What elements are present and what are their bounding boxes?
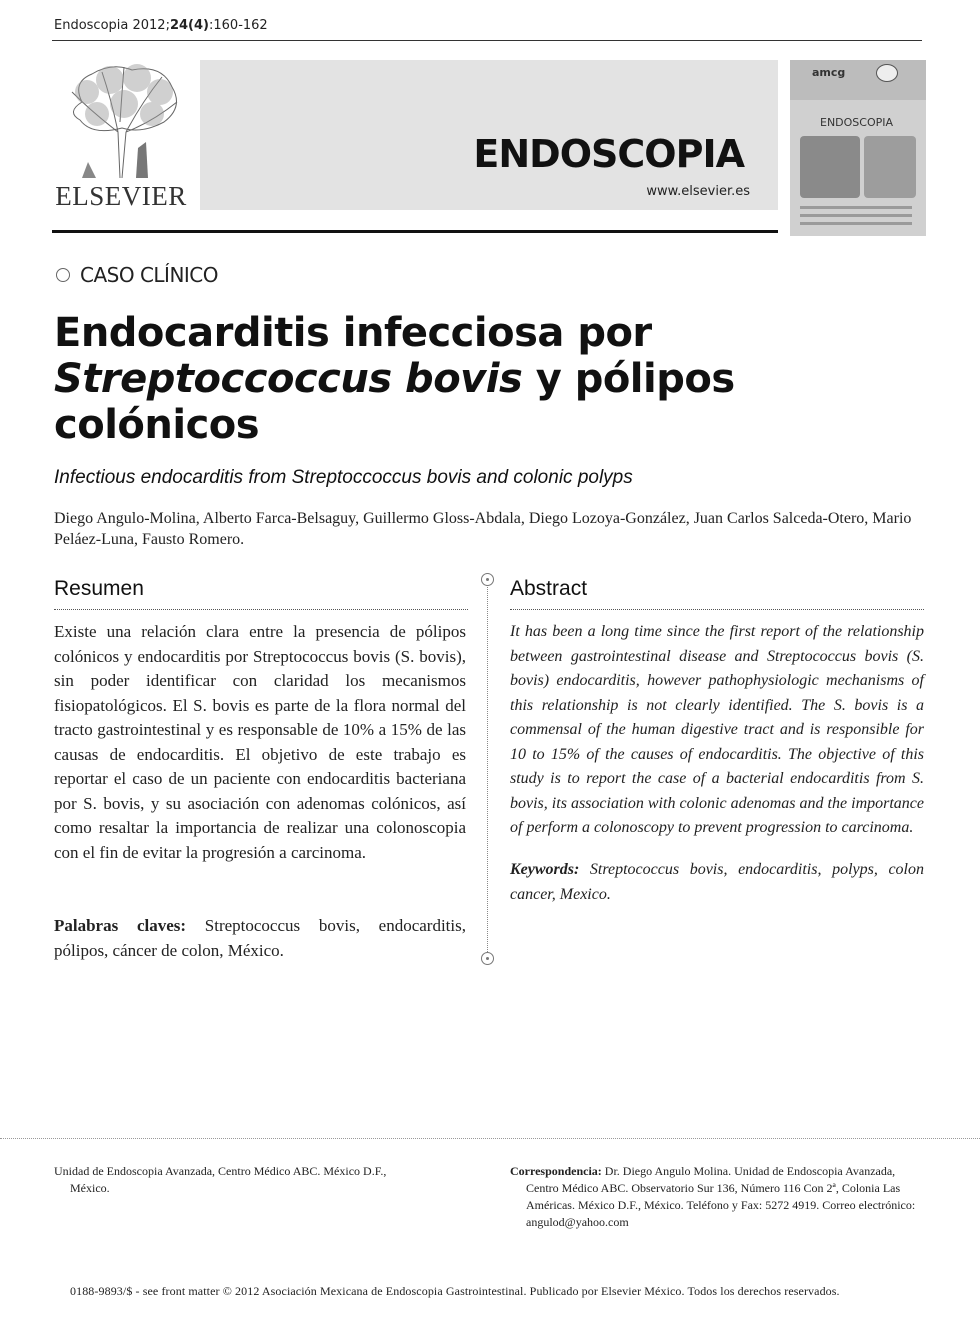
abstract-rule — [510, 609, 924, 610]
keywords-label: Palabras claves: — [54, 916, 187, 935]
keywords-label: Keywords: — [510, 861, 580, 878]
divider-knob-icon — [481, 573, 494, 586]
footer-rule — [0, 1138, 980, 1139]
cover-text-line — [800, 222, 912, 225]
divider-knob-icon — [481, 952, 494, 965]
journal-cover-thumbnail — [790, 60, 926, 236]
copyright-notice: 0188-9893/$ - see front matter © 2012 Asociación Mexicana de Endoscopia Gastrointestinal. Publicado por Elsevier México. Todos los derechos reservados. — [70, 1284, 840, 1298]
abstract-heading: Abstract — [510, 577, 588, 600]
title-text: y pólipos colónicos — [54, 356, 735, 448]
affiliation — [54, 1163, 444, 1197]
circle-icon — [56, 268, 70, 282]
publisher-name: ELSEVIER — [55, 181, 187, 211]
cover-title: ENDOSCOPIA — [820, 116, 894, 129]
header-rule — [52, 40, 922, 41]
resumen-body: Existe una relación clara entre la presencia de pólipos colónicos y endocarditis por Streptococcus bovis (S. bovis), sin poder identificar con claridad los mecanismos fisiopatológicos. El S. bovis es parte de la flora normal del tracto gastrointestinal y es responsable de 10% a 15% de las causas de endocarditis. El objetivo de este trabajo es reportar el caso de un paciente con endocarditis bacteriana por S. bovis, y su asociación con adenomas colónicos, así como resaltar la importancia de realizar una colonoscopia con el fin de evitar la progresión a carcinoma. — [54, 622, 466, 862]
elsevier-logo — [52, 62, 190, 212]
journal-citation: Endoscopia 2012; — [54, 18, 170, 33]
article-type — [56, 263, 218, 287]
journal-title: ENDOSCOPIA — [473, 132, 744, 176]
correspondence-label: Correspondencia: — [510, 1164, 602, 1178]
article-type-label: CASO CLÍNICO — [80, 263, 219, 287]
cover-endoscopy-image — [864, 136, 916, 198]
correspondence-text: Dr. Diego Angulo Molina. Unidad de Endoscopia Avanzada, — [601, 1164, 896, 1178]
resumen-heading: Resumen — [54, 577, 144, 600]
running-head — [54, 18, 268, 33]
article-title — [54, 310, 914, 448]
column-divider — [487, 584, 488, 954]
correspondence-text: Centro Médico ABC. Observatorio Sur 136, Número 116 Con 2ª, Colonia Las Américas. México D.F., México. Teléfono y Fax: 5272 4919. Correo electrónico: angulod@yahoo.com — [526, 1181, 916, 1229]
cover-text-line — [800, 206, 912, 209]
author-list: Diego Angulo-Molina, Alberto Farca-Belsaguy, Guillermo Gloss-Abdala, Diego Lozoya-González, Juan Carlos Salceda-Otero, Mario Peláez-Luna, Fausto Romero. — [54, 510, 912, 548]
cover-seal-icon — [876, 64, 898, 82]
keywords-list: Streptococcus bovis, endocarditis, pólipos, cáncer de colon, México. — [54, 916, 466, 960]
title-text: Endocarditis infecciosa por — [54, 310, 652, 356]
resumen-rule — [54, 609, 468, 610]
cover-header — [790, 60, 926, 100]
journal-url[interactable]: www.elsevier.es — [646, 184, 750, 199]
affiliation-line: México. — [70, 1181, 110, 1195]
cover-logo: amcg — [812, 66, 846, 79]
keywords-list: Streptococcus bovis, endocarditis, polyps, colon cancer, Mexico. — [510, 861, 924, 903]
affiliation-line: Unidad de Endoscopia Avanzada, Centro Médico ABC. México D.F., — [54, 1164, 387, 1178]
correspondence — [510, 1163, 920, 1231]
elsevier-tree-icon — [52, 62, 190, 180]
title-organism: Streptoccoccus bovis — [54, 356, 523, 402]
cover-endoscopy-image — [800, 136, 860, 198]
abstract-body: It has been a long time since the first report of the relationship between gastrointestinal disease and Streptococcus bovis (S. bovis) endocarditis, however pathophysiologic mechanisms of this relationship is not clearly identified. The S. bovis is a commensal of the human digestive tract and is responsible for 10 to 15% of the causes of endocarditis. The objective of this study is to report the case of a bacterial endocarditis from S. bovis, its association with colonic adenomas and the importance of perform a colonoscopy to prevent progression to carcinoma. — [510, 623, 924, 836]
article-subtitle-english: Infectious endocarditis from Streptoccoccus bovis and colonic polyps — [54, 467, 633, 488]
volume-issue: 24(4) — [169, 18, 209, 33]
journal-banner — [200, 60, 778, 210]
page-range: :160-162 — [209, 18, 268, 33]
cover-text-line — [800, 214, 912, 217]
masthead-rule — [52, 230, 778, 233]
resumen-keywords — [54, 914, 466, 963]
abstract-keywords — [510, 858, 924, 907]
